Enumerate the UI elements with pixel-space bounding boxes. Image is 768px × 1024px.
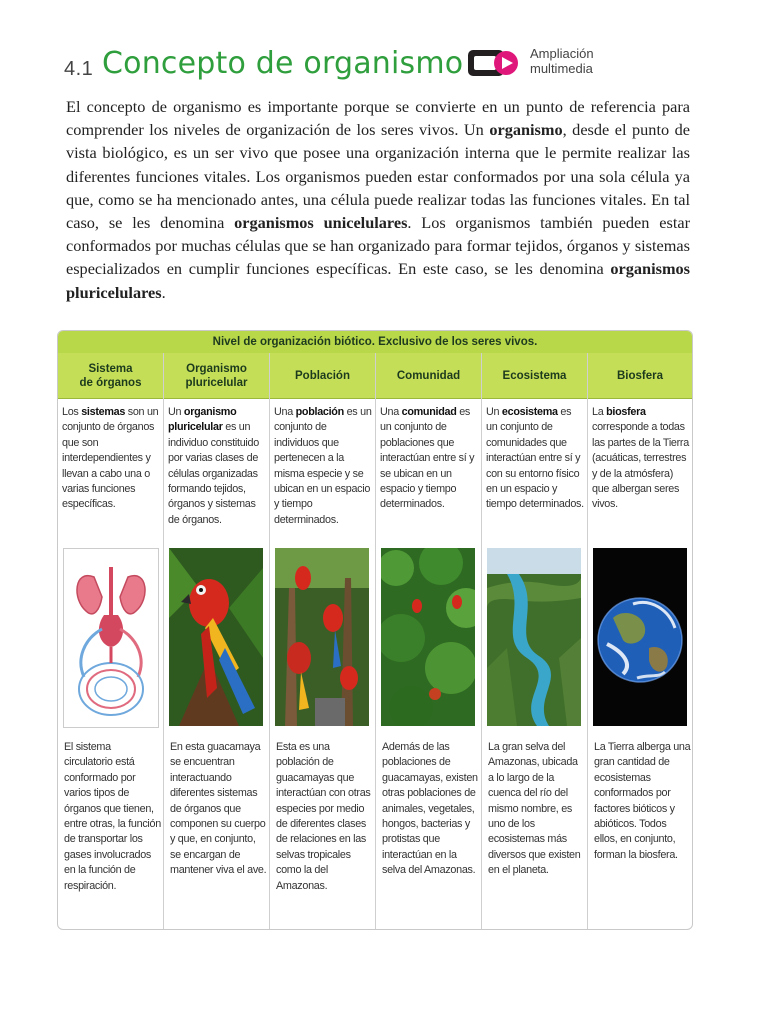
column-title: Comunidad (396, 369, 461, 382)
column-poblacion (270, 353, 376, 929)
column-definition (592, 405, 691, 513)
earth-globe-image (593, 548, 687, 726)
multimedia-label-line2: multimedia (530, 61, 593, 76)
paragraph-text: , desde el punto de vista biológico, es un ser vivo que posee una organización interna que le permite realizar las diferentes funciones vitales. Los organismos pueden estar conformados por una sola célula ya que, como se ha mencionado antes, una célula puede realizar todas las funciones vitales. En tal caso, se les denomina (66, 120, 690, 233)
column-header (588, 353, 692, 399)
term-organismo: organismo (489, 120, 563, 140)
definition-text: es un conjunto de comunidades que interactúan entre sí y con su entorno físico en un espacio y tiempo determinados. (486, 406, 584, 511)
column-caption: La gran selva del Amazonas, ubicada a lo largo de la cuenca del río del mismo nombre, es uno de los ecosistemas más diversos que existen en el planeta. (488, 741, 581, 877)
definition-term: comunidad (401, 406, 457, 418)
column-caption: El sistema circulatorio está conformado por varios tipos de órganos que tienen, entre otras, la función de transportar los gases involucrados en la función de respiración. (64, 741, 161, 892)
column-comunidad (376, 353, 482, 929)
macaw-image (169, 548, 263, 726)
multimedia-label[interactable] (530, 46, 610, 76)
column-definition (380, 405, 479, 513)
definition-text: Un (168, 406, 184, 418)
definition-text: es un conjunto de individuos que pertenecen a la misma especie y se ubican en un espacio y tiempo determinados. (274, 406, 372, 526)
column-title: pluricelular (185, 376, 248, 389)
term-unicelulares: organismos unicelulares (234, 213, 408, 233)
column-header (482, 353, 587, 399)
circulatory-system-image (63, 548, 159, 728)
column-header (270, 353, 375, 399)
column-definition (62, 405, 161, 513)
page-title: Concepto de organismo (102, 46, 464, 81)
definition-text: Una (274, 406, 296, 418)
jungle-community-image (381, 548, 475, 726)
column-caption: La Tierra alberga una gran cantidad de ecosistemas conformados por factores bióticos y abióticos. Todos ellos, en conjunto, forman la biosfera. (594, 741, 691, 861)
column-caption: En esta guacamaya se encuentran interactuando diferentes sistemas de órganos que componen su cuerpo y que, en conjunto, se encargan de mantener viva el ave. (170, 741, 267, 877)
organization-levels-table (57, 330, 693, 930)
definition-term: ecosistema (501, 406, 558, 418)
amazon-river-image (487, 548, 581, 726)
term-pluricelulares: organismos pluricelulares (66, 259, 690, 302)
column-header (58, 353, 163, 399)
definition-text: es un individuo constituido por varias clases de células organizadas formando tejidos, órganos y sistemas de órganos. (168, 421, 259, 526)
column-biosfera (588, 353, 692, 929)
paragraph-text: . Los organismos también pueden estar conformados por muchas células que se han organizado para formar tejidos, órganos y sistemas especializados en cumplir funciones específicas. En este caso, se les denomina (66, 213, 690, 279)
column-caption: Esta es una población de guacamayas que interactúan con otras especies por medio de diferentes clases de relaciones en las selvas tropicales como la del Amazonas. (276, 741, 371, 892)
macaw-population-image (275, 548, 369, 726)
column-title: Biosfera (616, 369, 664, 382)
paragraph-text: . (161, 282, 166, 302)
section-number: 4.1 (64, 58, 94, 80)
column-title: de órganos (79, 376, 142, 389)
paragraph-text: El concepto de organismo es importante porque se convierte en un punto de referencia para comprender los niveles de organización de los seres vivos. Un (66, 97, 690, 140)
definition-text: es un conjunto de poblaciones que interactúan entre sí y se ubican en un espacio y tiempo determinados. (380, 406, 475, 511)
definition-text: corresponde a todas las partes de la Tierra (acuáticas, terrestres y de la atmósfera) que albergan seres vivos. (592, 421, 689, 511)
column-title: Población (295, 369, 350, 382)
definition-term: población (295, 406, 344, 418)
definition-text: son un conjunto de órganos que son interdependientes y llevan a cabo una o varias funciones específicas. (62, 406, 159, 511)
column-title: Organismo (186, 362, 247, 375)
definition-term: biosfera (606, 406, 646, 418)
definition-text: Un (486, 406, 502, 418)
column-header (376, 353, 481, 399)
multimedia-label-line1: Ampliación (530, 46, 594, 61)
intro-paragraph (66, 95, 690, 304)
definition-term: organismo pluricelular (168, 406, 237, 434)
definition-text: Los (62, 406, 82, 418)
column-header (164, 353, 269, 399)
column-organismo-pluricelular (164, 353, 270, 929)
multimedia-icon[interactable] (466, 47, 522, 79)
column-title: Ecosistema (502, 369, 567, 382)
definition-text: Una (380, 406, 402, 418)
column-sistema-de-organos (58, 353, 164, 929)
column-ecosistema (482, 353, 588, 929)
column-caption: Además de las poblaciones de guacamayas, existen otras poblaciones de animales, vegetales, hongos, bacterias y protistas que interactúan en la selva del Amazonas. (382, 741, 478, 877)
table-caption: Nivel de organización biótico. Exclusivo de los seres vivos. (58, 331, 692, 353)
column-definition (274, 405, 373, 528)
column-definition (486, 405, 585, 513)
definition-term: sistemas (81, 406, 126, 418)
definition-text: La (592, 406, 607, 418)
column-title: Sistema (88, 362, 133, 375)
column-definition (168, 405, 267, 528)
